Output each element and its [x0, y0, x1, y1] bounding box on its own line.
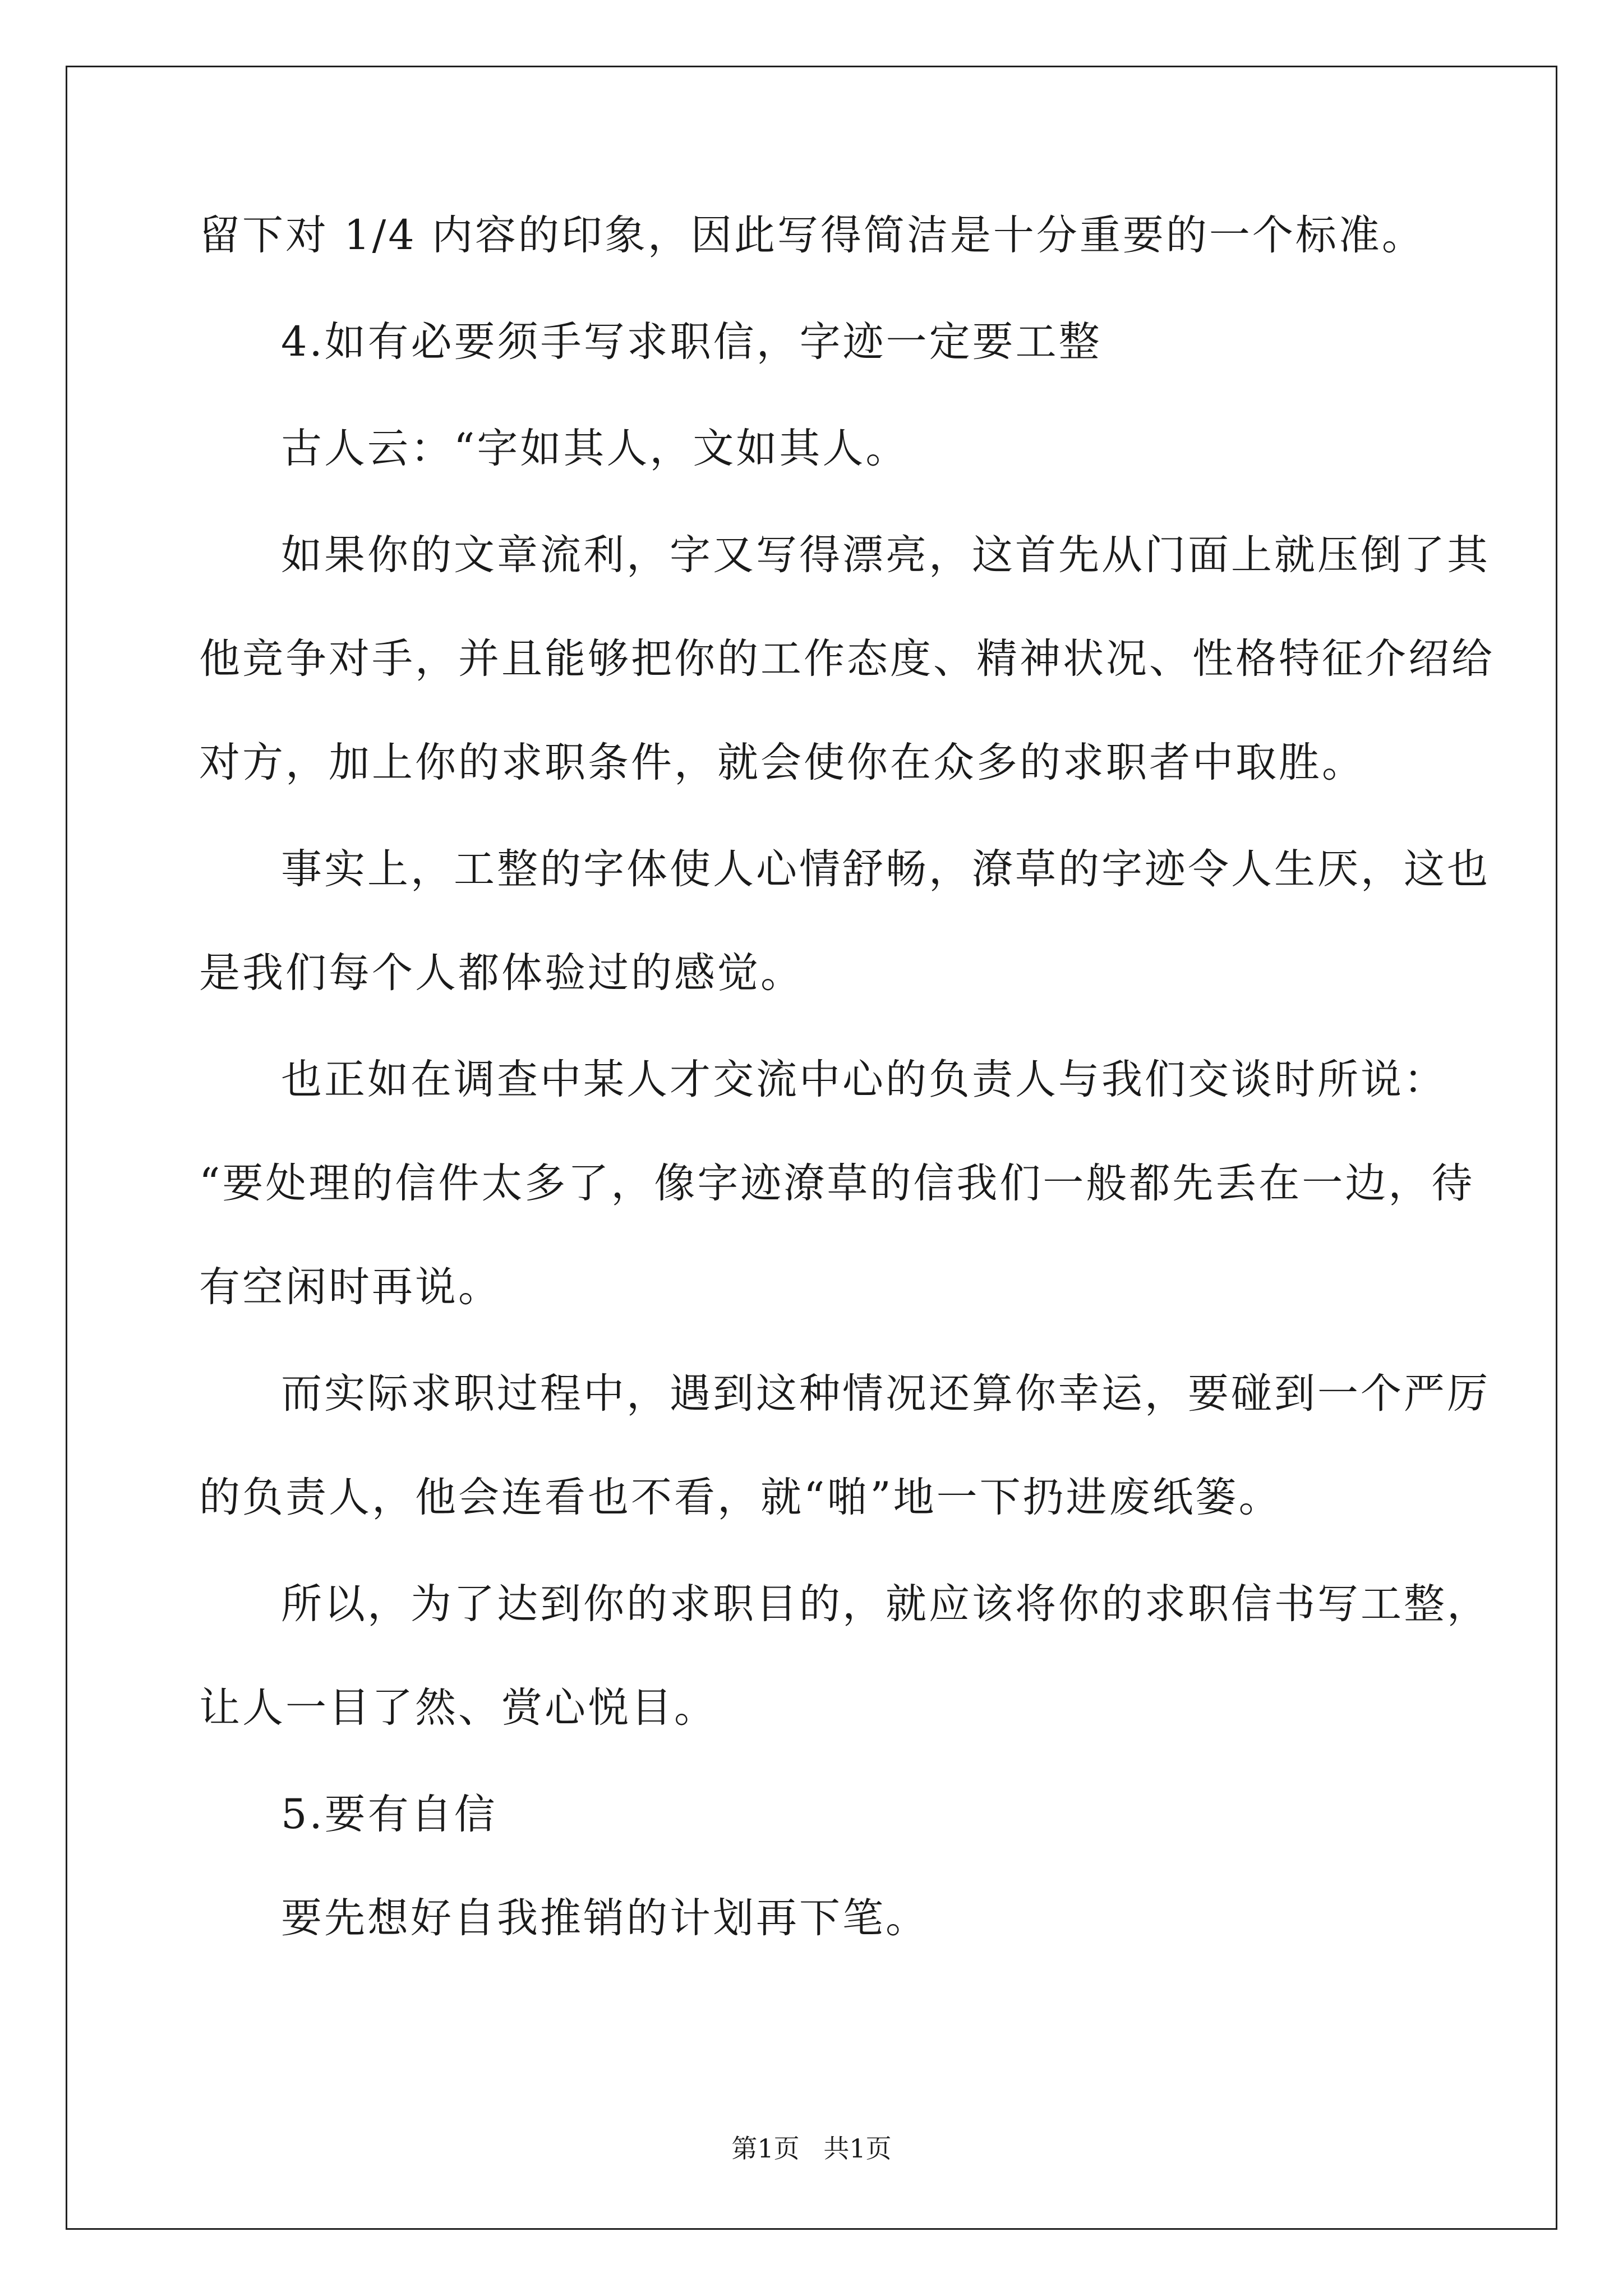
- text-line: 是我们每个人都体验过的感觉。: [199, 949, 804, 997]
- text-line: 留下对 1/4 内容的印象，因此写得简洁是十分重要的一个标准。: [199, 211, 1425, 259]
- text-line: 有空闲时再说。: [199, 1263, 501, 1311]
- text-line: 古人云：“字如其人，文如其人。: [281, 425, 909, 472]
- page-number: 第1页: [731, 2133, 800, 2164]
- page-footer: [0, 2132, 1623, 2165]
- text-line: 让人一目了然、赏心悦目。: [199, 1684, 717, 1732]
- text-line: “要处理的信件太多了，像字迹潦草的信我们一般都先丢在一边，待: [199, 1159, 1475, 1207]
- text-line: 他竞争对手，并且能够把你的工作态度、精神状况、性格特征介绍给: [199, 635, 1495, 683]
- page-total: 共1页: [823, 2133, 892, 2164]
- text-line: 的负责人，他会连看也不看，就“啪”地一下扔进废纸篓。: [199, 1474, 1282, 1521]
- text-line: 也正如在调查中某人才交流中心的负责人与我们交谈时所说：: [281, 1056, 1447, 1103]
- text-line: 如果你的文章流利，字又写得漂亮，这首先从门面上就压倒了其: [281, 531, 1490, 579]
- text-line: 事实上，工整的字体使人心情舒畅，潦草的字迹令人生厌，这也: [281, 845, 1490, 893]
- section-heading: 4.如有必要须手写求职信，字迹一定要工整: [281, 318, 1102, 366]
- text-line: 所以，为了达到你的求职目的，就应该将你的求职信书写工整，: [281, 1580, 1490, 1628]
- section-heading: 5.要有自信: [281, 1791, 497, 1838]
- text-line: 对方，加上你的求职条件，就会使你在众多的求职者中取胜。: [199, 739, 1365, 786]
- text-line: 要先想好自我推销的计划再下笔。: [281, 1894, 929, 1942]
- text-line: 而实际求职过程中，遇到这种情况还算你幸运，要碰到一个严厉: [281, 1370, 1490, 1418]
